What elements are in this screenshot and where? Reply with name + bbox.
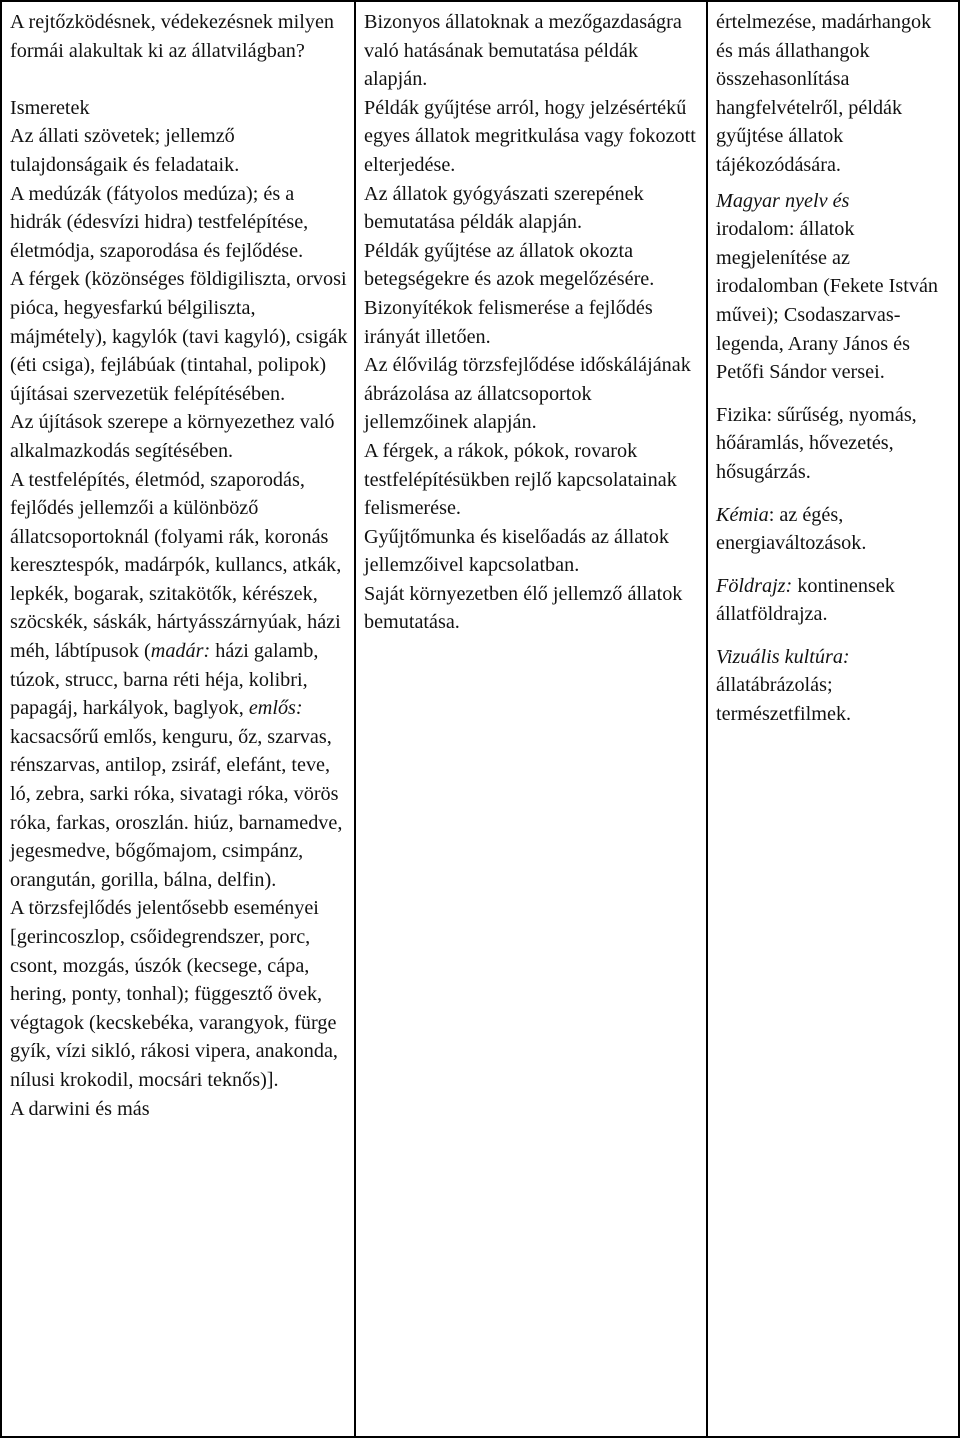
activity-presentation: Gyűjtőmunka és kiselőadás az állatok jellemzőivel kapcsolatban.: [364, 525, 669, 577]
activity-relationships: A férgek, a rákok, pókok, rovarok testfelépítésükben rejlő kapcsolatainak felismerése.: [364, 439, 677, 520]
connection-literature: [716, 187, 952, 387]
label-literature: Magyar nyelv és: [716, 189, 850, 212]
animal-groups-text-1: A testfelépítés, életmód, szaporodás, fejlődés jellemzői a különböző állatcsoportoknál (folyami rák, koronás keresztespók, madárpók, kullancs, atkák, lepkék, bogarak, szitakötők, kérészek, szöcskék, sáskák, hártyásszárnyúak, házi méh, lábtípusok (: [10, 468, 342, 663]
paragraph-tissues: Az állati szövetek; jellemző tulajdonságaik és feladataik.: [10, 125, 240, 176]
paragraph-worms: A férgek (közönséges földigiliszta, orvosi pióca, hegyesfarkú bélgiliszta, májmétely), kagylók (tavi kagyló), csigák (éti csiga), fejlábúak (tintahal, polipok) újításai szervezetük felépítésében.: [10, 268, 348, 405]
animal-groups-text-3: kacsacsőrű emlős, kenguru, őz, szarvas, rénszarvas, antilop, zsiráf, elefánt, teve, ló, zebra, sarki róka, sivatagi róka, vörös róka, farkas, oroszlán. hiúz, barnamedve, jegesmedve, bőgőmajom, csimpánz, orangután, gorilla, bálna, delfin).: [10, 725, 343, 891]
activity-evidence: Bizonyítékok felismerése a fejlődés irányát illetően.: [364, 296, 653, 348]
intro-question: A rejtőzködésnek, védekezésnek milyen formái alakultak ki az állatvilágban?: [10, 11, 335, 62]
chemistry-text: : az égés, energiaváltozások.: [716, 503, 867, 555]
activity-indicator-species: Példák gyűjtése arról, hogy jelzésértékű egyes állatok megritkulása vagy fokozott elterjedése.: [364, 96, 696, 176]
label-visual-culture: Vizuális kultúra:: [716, 645, 850, 668]
literature-text: irodalom: állatok megjelenítése az irodalomban (Fekete István művei); Csodaszarvas-legenda, Arany János és Petőfi Sándor versei.: [716, 218, 938, 384]
activity-local-animals: Saját környezetben élő jellemző állatok bemutatása.: [364, 582, 683, 634]
column-connections: [708, 2, 958, 1436]
label-chemistry: Kémia: [716, 503, 769, 526]
paragraph-innovations: Az újítások szerepe a környezethez való alkalmazkodás segítésében.: [10, 411, 335, 462]
paragraph-animal-groups: [10, 466, 348, 895]
connection-visual-culture: [716, 643, 952, 729]
activity-timeline: Az élővilág törzsfejlődése időskálájának ábrázolása az állatcsoportok jellemzőinek alapján.: [364, 354, 691, 434]
activity-agriculture: Bizonyos állatoknak a mezőgazdaságra való hatásának bemutatása példák alapján.: [364, 11, 682, 91]
connection-interpretation: értelmezése, madárhangok és más állathangok összehasonlítása hangfelvételről, példák gyűjtése állatok tájékozódására.: [716, 11, 932, 176]
paragraph-darwin: A darwini és más: [10, 1097, 150, 1120]
animal-groups-text-2: házi galamb, túzok, strucc, barna réti héja, kolibri, papagáj, harkályok, baglyok,: [10, 640, 319, 720]
paragraph-jellyfish: A medúzák (fátyolos medúza); és a hidrák (édesvízi hidra) testfelépítése, életmódja, szaporodása és fejlődése.: [10, 182, 309, 262]
label-bird: madár:: [150, 640, 211, 663]
connection-chemistry: [716, 501, 952, 558]
column-knowledge: [2, 2, 356, 1436]
geography-text: kontinensek állatföldrajza.: [716, 574, 895, 626]
activity-diseases: Példák gyűjtése az állatok okozta betegségekre és azok megelőzésére.: [364, 239, 655, 291]
activity-medical-role: Az állatok gyógyászati szerepének bemutatása példák alapján.: [364, 182, 644, 234]
column-activities: [356, 2, 708, 1436]
connection-physics: Fizika: sűrűség, nyomás, hőáramlás, hővezetés, hősugárzás.: [716, 403, 917, 483]
connection-geography: [716, 572, 952, 629]
section-heading: Ismeretek: [10, 96, 90, 119]
visual-culture-text: állatábrázolás; természetfilmek.: [716, 674, 852, 726]
label-geography: Földrajz:: [716, 574, 793, 597]
paragraph-evolution: A törzsfejlődés jelentősebb eseményei [gerincoszlop, csőidegrendszer, porc, csont, mozgás, úszók (kecsege, cápa, hering, ponty, tonhal); függesztő övek, végtagok (kecskebéka, varangyok, fürge gyík, vízi sikló, rákosi vipera, anakonda, nílusi krokodil, mocsári teknős)].: [10, 897, 338, 1091]
label-mammal: emlős:: [248, 697, 303, 720]
